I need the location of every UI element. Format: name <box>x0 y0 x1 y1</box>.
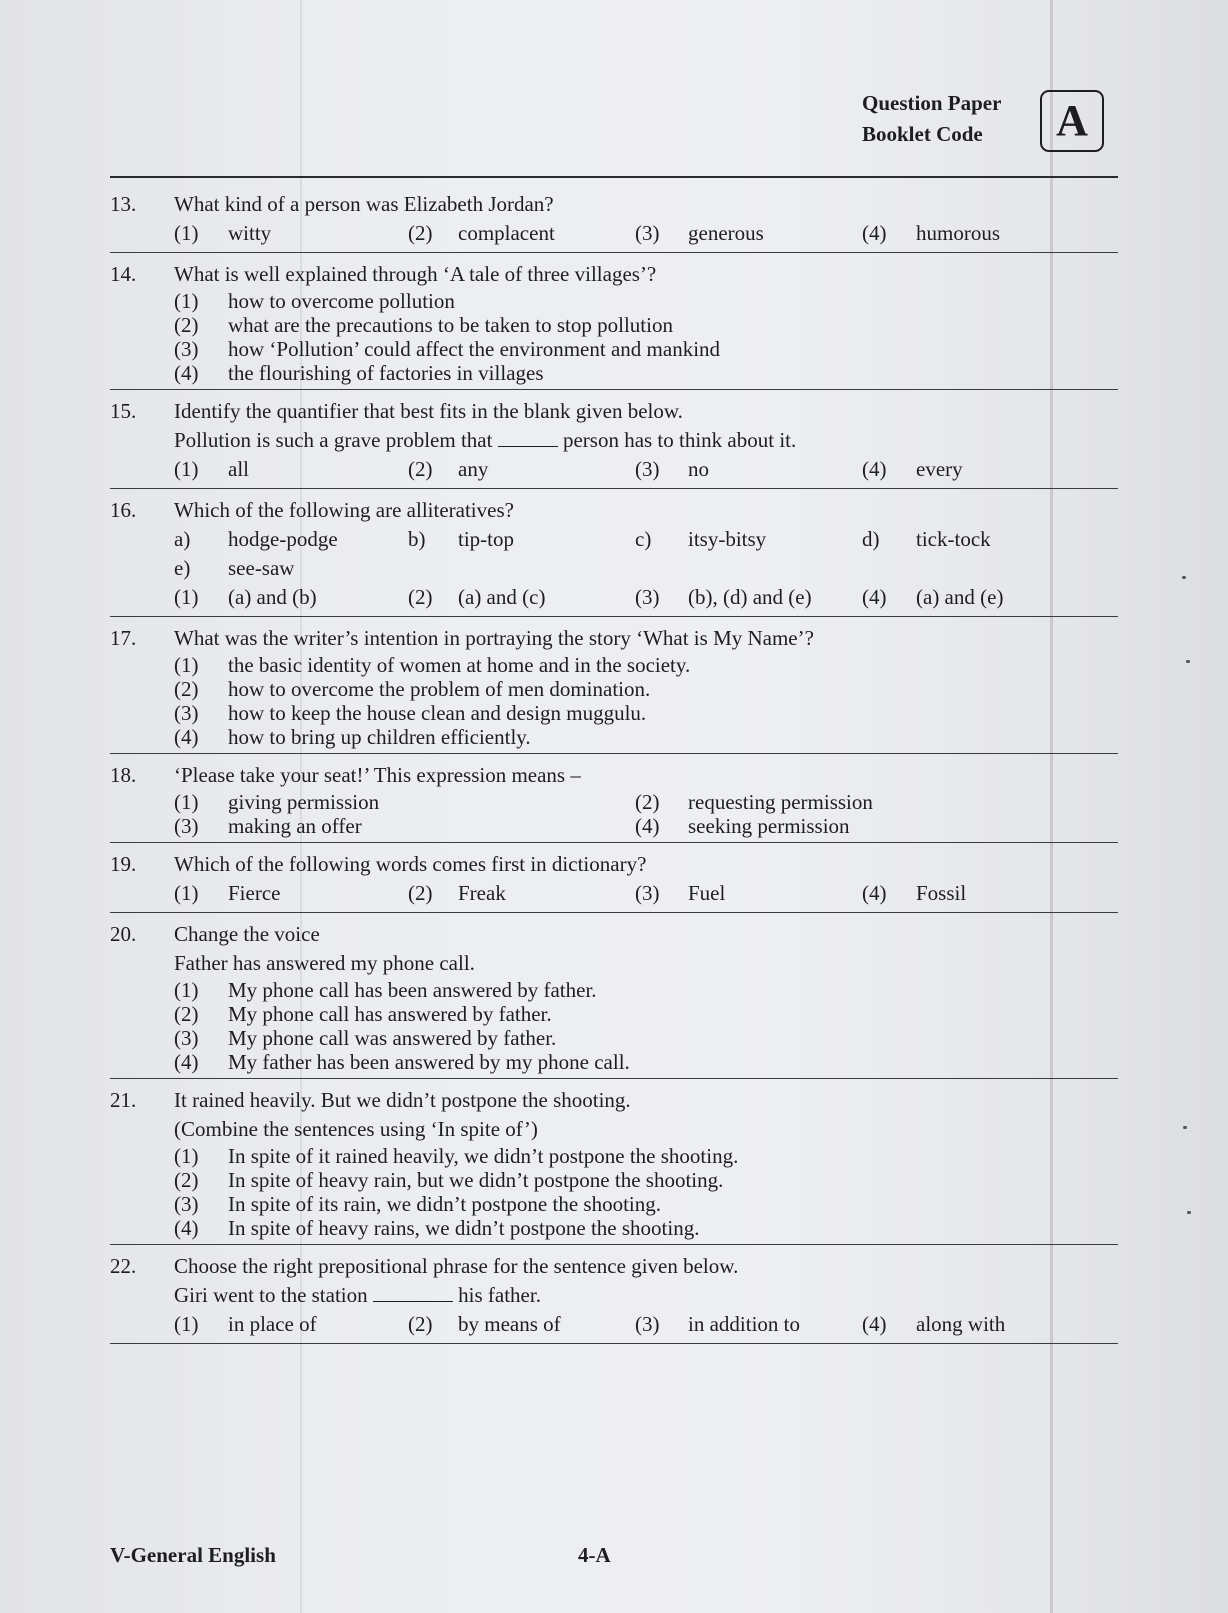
question-number: 21. <box>110 1088 137 1112</box>
option-number: (2) <box>408 457 433 481</box>
item-letter: b) <box>408 527 426 551</box>
option-text: My phone call has been answered by father. <box>228 978 597 1002</box>
option-number: (1) <box>174 221 199 245</box>
option-text: generous <box>688 221 764 245</box>
question-stem: Choose the right prepositional phrase for the sentence given below. <box>174 1254 739 1278</box>
question-number: 13. <box>110 192 137 216</box>
booklet-code-label-line2: Booklet Code <box>862 122 983 146</box>
option-text: in place of <box>228 1312 317 1336</box>
booklet-code-label-line1: Question Paper <box>862 91 1002 115</box>
option-text: giving permission <box>228 790 380 814</box>
option-number: (1) <box>174 585 199 609</box>
option-text: (a) and (e) <box>916 585 1004 609</box>
paper-speck <box>1182 576 1186 579</box>
option-text: (b), (d) and (e) <box>688 585 812 609</box>
option-text: how to overcome the problem of men domination. <box>228 677 651 701</box>
option-text: every <box>916 457 963 481</box>
fill-blank <box>373 1281 453 1302</box>
option-number: (3) <box>635 457 660 481</box>
question-stem: Which of the following are alliteratives? <box>174 498 514 522</box>
option-text: no <box>688 457 709 481</box>
option-number: (4) <box>862 457 887 481</box>
option-text: Freak <box>458 881 506 905</box>
option-number: (1) <box>174 790 199 814</box>
question-stem: It rained heavily. But we didn’t postpone the shooting. <box>174 1088 631 1112</box>
question-number: 19. <box>110 852 137 876</box>
sentence-part: his father. <box>458 1283 541 1307</box>
question-14 <box>110 260 1118 390</box>
option-number: (4) <box>174 725 199 749</box>
header-divider <box>110 176 1118 178</box>
option-number: (3) <box>635 221 660 245</box>
option-text: My phone call was answered by father. <box>228 1026 557 1050</box>
item-letter: d) <box>862 527 880 551</box>
option-text: requesting permission <box>688 790 873 814</box>
option-text: how ‘Pollution’ could affect the environment and mankind <box>228 337 721 361</box>
question-number: 20. <box>110 922 137 946</box>
option-number: (1) <box>174 978 199 1002</box>
option-number: (3) <box>174 337 199 361</box>
option-number: (2) <box>174 313 199 337</box>
option-text: all <box>228 457 249 481</box>
option-number: (4) <box>862 881 887 905</box>
option-text: by means of <box>458 1312 561 1336</box>
option-text: what are the precautions to be taken to stop pollution <box>228 313 673 337</box>
item-letter: e) <box>174 556 191 580</box>
option-number: (3) <box>174 1026 199 1050</box>
option-text: humorous <box>916 221 1000 245</box>
paper-speck <box>1186 660 1190 663</box>
option-text: along with <box>916 1312 1006 1336</box>
question-16 <box>110 496 1118 617</box>
option-number: (2) <box>408 881 433 905</box>
option-text: complacent <box>458 221 555 245</box>
option-text: In spite of heavy rain, but we didn’t postpone the shooting. <box>228 1168 724 1192</box>
option-text: seeking permission <box>688 814 850 838</box>
question-sentence <box>174 426 796 455</box>
option-text: In spite of it rained heavily, we didn’t postpone the shooting. <box>228 1144 739 1168</box>
page-number: 4-A <box>578 1543 611 1567</box>
option-text: In spite of heavy rains, we didn’t postpone the shooting. <box>228 1216 700 1240</box>
question-instruction: (Combine the sentences using ‘In spite of’) <box>174 1117 538 1141</box>
option-number: (2) <box>174 1002 199 1026</box>
option-number: (3) <box>174 814 199 838</box>
option-number: (2) <box>174 677 199 701</box>
option-text: (a) and (c) <box>458 585 546 609</box>
question-18 <box>110 761 1118 843</box>
fill-blank <box>498 426 558 447</box>
option-number: (4) <box>174 361 199 385</box>
option-number: (1) <box>174 653 199 677</box>
question-stem: ‘Please take your seat!’ This expression means – <box>174 763 581 787</box>
question-number: 18. <box>110 763 137 787</box>
option-number: (3) <box>174 1192 199 1216</box>
option-number: (1) <box>174 1144 199 1168</box>
option-text: any <box>458 457 489 481</box>
question-22 <box>110 1252 1118 1344</box>
option-number: (2) <box>174 1168 199 1192</box>
option-number: (1) <box>174 1312 199 1336</box>
booklet-code-box: A <box>1040 90 1104 152</box>
question-number: 17. <box>110 626 137 650</box>
option-text: how to bring up children efficiently. <box>228 725 531 749</box>
option-text: Fossil <box>916 881 967 905</box>
question-21 <box>110 1086 1118 1245</box>
question-20 <box>110 920 1118 1079</box>
option-number: (4) <box>174 1216 199 1240</box>
option-text: My father has been answered by my phone call. <box>228 1050 630 1074</box>
question-17 <box>110 624 1118 754</box>
sentence-part: person has to think about it. <box>562 428 797 452</box>
option-text: in addition to <box>688 1312 800 1336</box>
option-number: (1) <box>174 457 199 481</box>
option-text: the flourishing of factories in villages <box>228 361 544 385</box>
paper-speck <box>1183 1126 1187 1129</box>
option-text: My phone call has answered by father. <box>228 1002 552 1026</box>
paper-speck <box>1187 1211 1191 1214</box>
option-number: (4) <box>635 814 660 838</box>
option-text: making an offer <box>228 814 362 838</box>
question-number: 14. <box>110 262 137 286</box>
option-number: (4) <box>862 221 887 245</box>
option-number: (2) <box>635 790 660 814</box>
option-number: (3) <box>174 701 199 725</box>
question-stem: What kind of a person was Elizabeth Jordan? <box>174 192 554 216</box>
item-text: see-saw <box>228 556 295 580</box>
option-number: (2) <box>408 221 433 245</box>
question-stem: Which of the following words comes first in dictionary? <box>174 852 647 876</box>
item-text: hodge-podge <box>228 527 338 551</box>
question-list <box>110 190 1118 1344</box>
booklet-code-header <box>862 88 1132 158</box>
subject-name: V-General English <box>110 1543 276 1567</box>
page-footer <box>110 1540 1118 1570</box>
item-letter: c) <box>635 527 652 551</box>
question-sentence <box>174 1281 541 1310</box>
question-stem: What is well explained through ‘A tale of three villages’? <box>174 262 657 286</box>
option-number: (3) <box>635 1312 660 1336</box>
option-number: (4) <box>862 1312 887 1336</box>
question-sentence: Father has answered my phone call. <box>174 951 475 975</box>
option-number: (3) <box>635 585 660 609</box>
option-text: how to overcome pollution <box>228 289 455 313</box>
question-stem: Identify the quantifier that best fits in the blank given below. <box>174 399 683 423</box>
option-number: (2) <box>408 585 433 609</box>
option-number: (1) <box>174 289 199 313</box>
option-text: the basic identity of women at home and in the society. <box>228 653 691 677</box>
question-stem: Change the voice <box>174 922 320 946</box>
item-text: tip-top <box>458 527 514 551</box>
option-number: (1) <box>174 881 199 905</box>
option-number: (3) <box>635 881 660 905</box>
question-15 <box>110 397 1118 489</box>
question-number: 15. <box>110 399 137 423</box>
item-text: itsy-bitsy <box>688 527 767 551</box>
item-text: tick-tock <box>916 527 991 551</box>
option-number: (4) <box>862 585 887 609</box>
question-stem: What was the writer’s intention in portraying the story ‘What is My Name’? <box>174 626 814 650</box>
option-text: Fuel <box>688 881 726 905</box>
booklet-code-label <box>862 88 1001 150</box>
sentence-part: Giri went to the station <box>174 1283 368 1307</box>
option-text: witty <box>228 221 272 245</box>
sentence-part: Pollution is such a grave problem that <box>174 428 493 452</box>
question-13 <box>110 190 1118 253</box>
question-number: 22. <box>110 1254 137 1278</box>
option-text: (a) and (b) <box>228 585 317 609</box>
option-text: Fierce <box>228 881 281 905</box>
option-text: how to keep the house clean and design muggulu. <box>228 701 647 725</box>
item-letter: a) <box>174 527 191 551</box>
question-number: 16. <box>110 498 137 522</box>
question-19 <box>110 850 1118 913</box>
option-number: (4) <box>174 1050 199 1074</box>
option-text: In spite of its rain, we didn’t postpone the shooting. <box>228 1192 661 1216</box>
option-number: (2) <box>408 1312 433 1336</box>
